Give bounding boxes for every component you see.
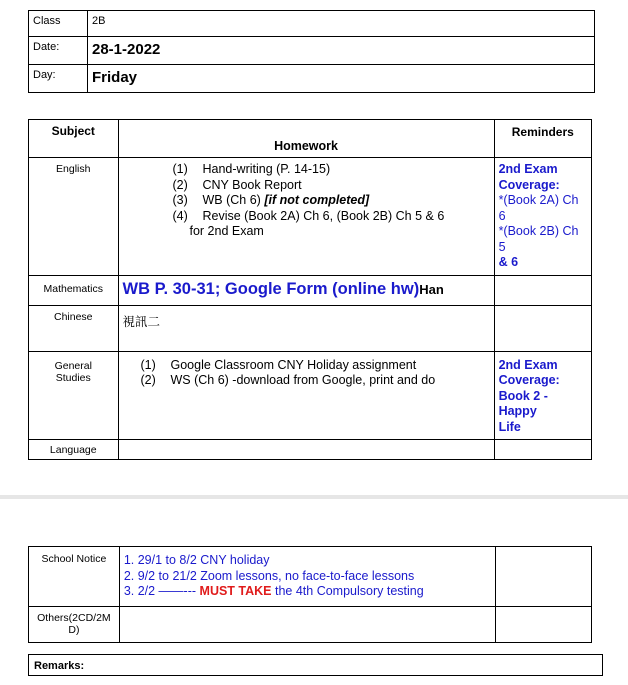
list-item [141,358,490,374]
must-take-text: MUST TAKE [199,584,272,598]
language-subject: Language [29,440,119,460]
page-divider [0,495,628,499]
chinese-subject: Chinese [29,305,119,351]
reminders-header: Reminders [494,120,591,158]
subject-line: Studies [55,371,91,384]
class-row [29,11,595,37]
general-studies-subject [29,351,119,440]
reminder-line: 2nd Exam [498,357,558,372]
notice-line [124,584,492,600]
school-notice-content [119,547,496,607]
general-studies-list [123,358,490,389]
list-item [173,178,490,194]
day-label: Day: [29,65,88,93]
notice-table [28,546,592,643]
general-studies-homework [118,351,494,440]
remarks-box [28,654,603,676]
english-row [29,158,592,276]
subject-line: Others(2CD/2M [37,611,111,624]
language-row [29,440,592,460]
general-studies-reminders [494,351,591,440]
date-row [29,37,595,65]
notice-line-end: the 4th Compulsory testing [271,584,424,598]
school-notice-subject: School Notice [29,547,120,607]
date-value: 28-1-2022 [88,37,595,65]
reminder-line-mixed [499,224,587,255]
item-text: Google Classroom CNY Holiday assignment [170,357,417,372]
subject-line: General [54,359,92,372]
notice-line: 1. 29/1 to 8/2 CNY holiday [123,553,270,567]
math-reminders [494,275,591,305]
math-row [29,275,592,305]
english-homework [118,158,494,276]
chinese-row [29,305,592,351]
others-content [119,606,496,642]
item-number: (1) [172,162,188,176]
item-note: [if not completed] [264,193,370,207]
item-number: (1) [140,357,156,372]
math-homework [118,275,494,305]
homework-header: Homework [118,120,494,158]
others-subject [29,606,120,642]
list-item [173,193,490,209]
notice-line-start: 3. 2/2 ——--- [123,584,200,598]
list-item [141,373,490,389]
date-label: Date: [29,37,88,65]
reminder-line: Life [498,419,521,434]
item-text: WB (Ch 6) [202,193,265,207]
english-reminders [494,158,591,276]
others-row [29,606,592,642]
subject-header: Subject [29,120,119,158]
item-text: CNY Book Report [202,177,302,192]
remarks-label: Remarks: [34,660,85,672]
chinese-reminders [494,305,591,351]
reminder-line: *(Book 2B) Ch 5 [498,224,579,254]
others-reminders [496,606,592,642]
reminder-line: 2nd Exam [498,162,558,176]
item-number: (3) [172,193,188,207]
item-number: (2) [172,177,188,192]
reminder-line: & 6 [498,255,519,269]
school-notice-row [29,547,592,607]
reminder-line-mixed [499,193,587,224]
item-text: Revise (Book 2A) Ch 6, (Book 2B) Ch 5 & 6 [202,208,445,223]
list-item [173,209,490,240]
item-number: (2) [140,373,156,387]
day-value: Friday [88,65,595,93]
class-info-table [28,10,595,93]
subject-line: D) [68,623,80,636]
math-homework-name: Han [419,281,444,297]
math-subject: Mathematics [29,275,119,305]
notice-line: 2. 9/2 to 21/2 Zoom lessons, no face-to-face lessons [123,568,415,583]
reminder-line: Book 2 - Happy [498,388,548,418]
reminder-line: Coverage: [498,177,560,192]
reminder-line: *(Book 2A) Ch 6 [498,193,579,223]
list-item [173,162,490,178]
day-row [29,65,595,93]
english-list [123,162,490,240]
general-studies-row [29,351,592,440]
language-reminders [494,440,591,460]
language-homework [118,440,494,460]
math-homework-text: WB P. 30-31; Google Form (online hw) [122,279,420,298]
english-subject: English [29,158,119,276]
item-continuation: for 2nd Exam [189,224,264,238]
homework-header-row [29,120,592,158]
homework-table [28,119,592,460]
chinese-homework: 視訊二 [118,305,494,351]
item-text: Hand-writing (P. 14-15) [202,162,331,176]
item-text: WS (Ch 6) -download from Google, print and do [170,373,436,387]
class-label: Class [29,11,88,37]
reminder-line: Coverage: [498,373,560,387]
class-value: 2B [88,11,595,37]
school-notice-reminders [496,547,592,607]
item-number: (4) [172,208,188,223]
